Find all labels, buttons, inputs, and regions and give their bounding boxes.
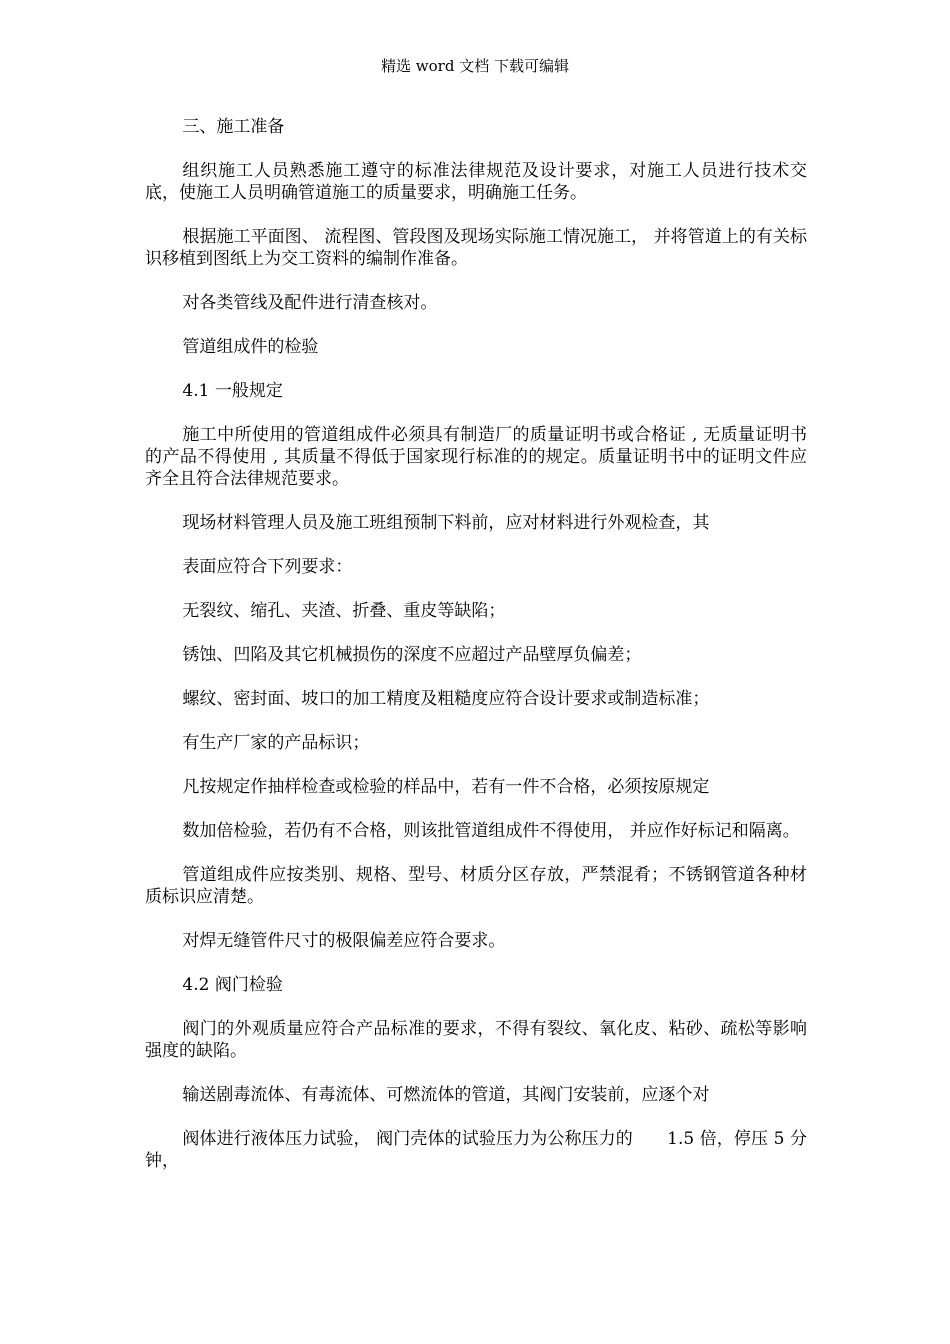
paragraph: 数加倍检验，若仍有不合格，则该批管道组成件不得使用， 并应作好标记和隔离。 <box>182 821 800 841</box>
paragraph: 输送剧毒流体、有毒流体、可燃流体的管道，其阀门安装前，应逐个对 <box>182 1085 710 1105</box>
paragraph: 施工中所使用的管道组成件必须具有制造厂的质量证明书或合格证 , 无质量证明书的产品不得使用 , 其质量不得低于国家现行标准的的规定。质量证明书中的证明文件应齐全且符合法律规范要求。 <box>145 425 807 489</box>
paragraph: 表面应符合下列要求： <box>182 557 353 577</box>
paragraph: 组织施工人员熟悉施工遵守的标准法律规范及设计要求，对施工人员进行技术交底，使施工人员明确管道施工的质量要求，明确施工任务。 <box>145 161 807 203</box>
subsection-heading: 4.2 阀门检验 <box>182 975 283 995</box>
paragraph: 凡按规定作抽样检查或检验的样品中，若有一件不合格，必须按原规定 <box>182 777 710 797</box>
paragraph: 阀门的外观质量应符合产品标准的要求，不得有裂纹、氧化皮、粘砂、疏松等影响强度的缺陷。 <box>145 1019 807 1061</box>
section-heading: 管道组成件的检验 <box>182 337 319 357</box>
paragraph: 管道组成件应按类别、规格、型号、材质分区存放，严禁混肴；不锈钢管道各种材质标识应清楚。 <box>145 865 807 907</box>
document-body <box>145 116 807 1172</box>
paragraph: 对各类管线及配件进行清查核对。 <box>182 293 438 313</box>
section-heading: 三、施工准备 <box>182 117 285 137</box>
paragraph: 阀体进行液体压力试验， 阀门壳体的试验压力为公称压力的 1.5 倍，停压 5 分钟， <box>145 1129 807 1171</box>
list-item: 有生产厂家的产品标识； <box>182 733 370 753</box>
list-item: 锈蚀、凹陷及其它机械损伤的深度不应超过产品壁厚负偏差； <box>182 645 642 665</box>
paragraph: 现场材料管理人员及施工班组预制下料前，应对材料进行外观检查，其 <box>182 513 710 533</box>
paragraph: 根据施工平面图、 流程图、管段图及现场实际施工情况施工， 并将管道上的有关标识移植到图纸上为交工资料的编制作准备。 <box>145 227 807 269</box>
subsection-heading: 4.1 一般规定 <box>182 381 283 401</box>
list-item: 无裂纹、缩孔、夹渣、折叠、重皮等缺陷； <box>182 601 506 621</box>
paragraph: 对焊无缝管件尺寸的极限偏差应符合要求。 <box>182 931 506 951</box>
list-item: 螺纹、密封面、坡口的加工精度及粗糙度应符合设计要求或制造标准； <box>182 689 710 709</box>
page-header: 精选 word 文档 下载可编辑 <box>381 57 569 75</box>
